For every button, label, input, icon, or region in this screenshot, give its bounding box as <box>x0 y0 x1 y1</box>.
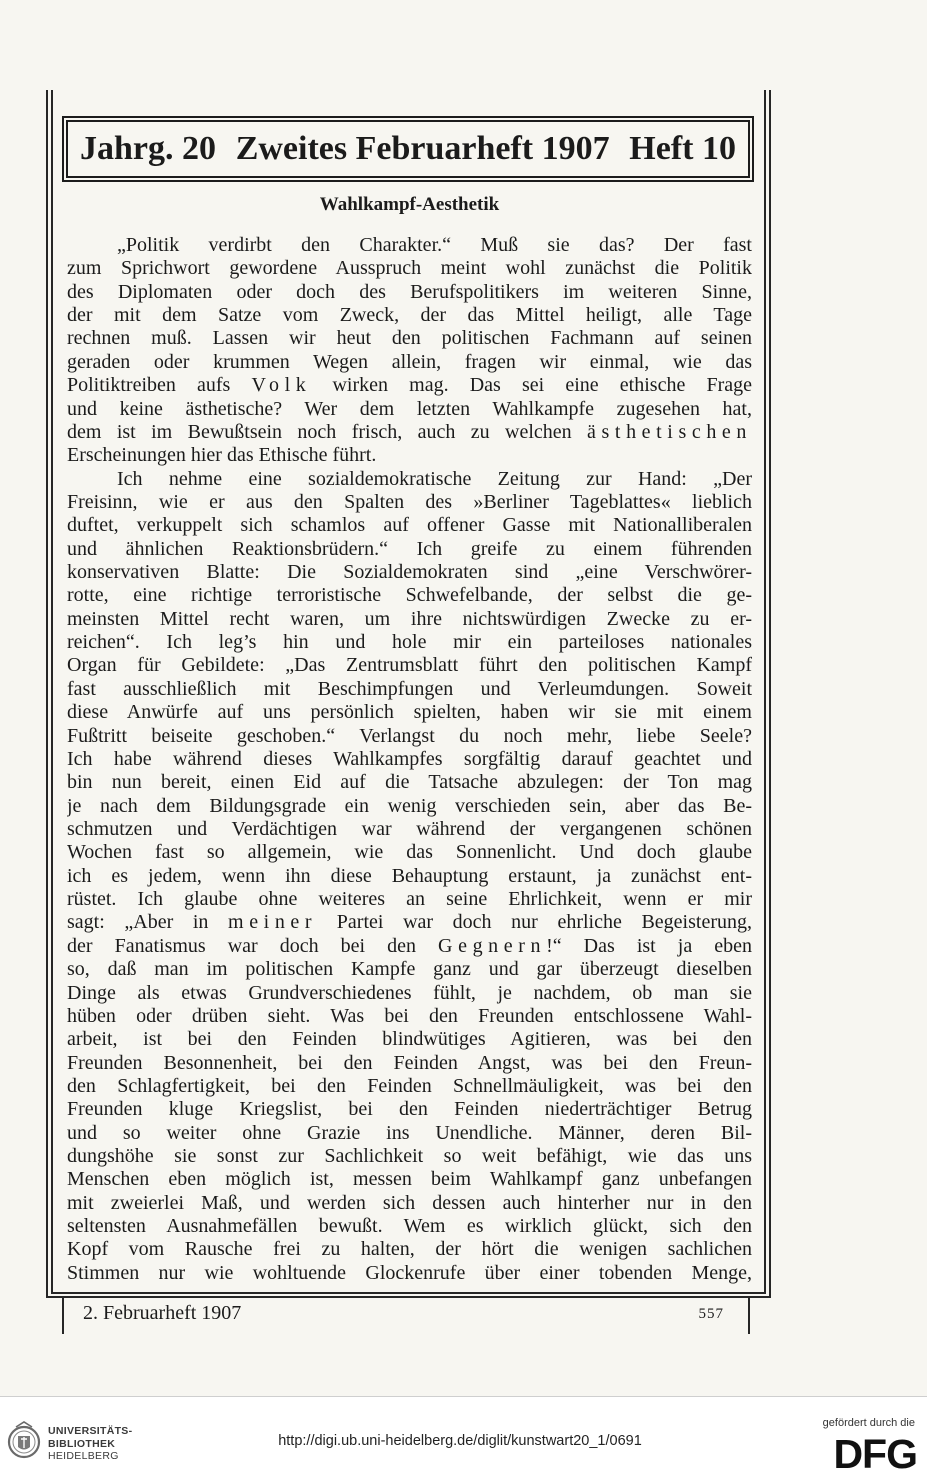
text-line: und so weiter ohne Grazie ins Unendliche. Männer, deren Bil- <box>67 1121 752 1144</box>
text-line: hüben oder drüben sieht. Was bei den Freunden entschlossene Wahl- <box>67 1004 752 1027</box>
text-line: Stimmen nur wie wohltuende Glockenrufe über einer tobenden Menge, <box>67 1261 752 1284</box>
text-line <box>67 911 752 934</box>
text-line: so, daß man im politischen Kampfe ganz und gar überzeugt dieselben <box>67 958 752 981</box>
text-line: seltensten Ausnahmefällen bewußt. Wem es wirklich glückt, sich den <box>67 1215 752 1238</box>
text-line: schmutzen und Verdächtigen war während der vergangenen schönen <box>67 817 752 840</box>
text-segment: wirken mag. Das sei eine ethische Frage <box>311 374 752 397</box>
issue-title: Zweites Februarheft 1907 <box>235 130 610 167</box>
text-line: Ich nehme eine sozialdemokratische Zeitung zur Hand: „Der <box>117 467 752 490</box>
text-line: arbeit, ist bei den Feinden blindwütiges Agitieren, was bei den <box>67 1028 752 1051</box>
text-line: rüstet. Ich glaube ohne weiteres an seine Ehrlichkeit, wenn er mir <box>67 888 752 911</box>
university-seal-icon <box>7 1419 41 1465</box>
text-segment: Partei war doch nur ehrliche Begeisterung, <box>317 911 752 934</box>
text-line: bin nun bereit, einen Eid auf die Tatsache abzulegen: der Ton mag <box>67 771 752 794</box>
text-segment: der Fanatismus war doch bei den <box>67 934 439 957</box>
text-line: mit zweierlei Maß, und werden sich dessen auch hinterher nur in den <box>67 1191 752 1214</box>
running-title: 2. Februarheft 1907 <box>83 1302 242 1324</box>
article-body <box>67 234 752 1286</box>
volume-label: Jahrg. 20 <box>80 130 216 167</box>
library-name-line: HEIDELBERG <box>48 1450 119 1462</box>
text-line <box>67 421 752 444</box>
text-line: Wochen fast so allgemein, wie das Sonnenlicht. Und doch glaube <box>67 841 752 864</box>
article-title: Wahlkampf-Aesthetik <box>319 194 500 215</box>
text-line: konservativen Blatte: Die Sozialdemokraten sind „eine Verschwörer- <box>67 561 752 584</box>
text-line: ich es jedem, wenn ihn diese Behauptung erstaunt, ja zunächst ent- <box>67 864 752 887</box>
text-segment: Politiktreiben aufs <box>67 374 252 397</box>
spaced-emphasis: meiner <box>228 911 318 934</box>
text-line: und keine ästhetische? Wer dem letzten Wahlkampfe zugesehen hat, <box>67 397 752 420</box>
text-line: rechnen muß. Lassen wir heut den politischen Fachmann auf seinen <box>67 327 752 350</box>
spaced-emphasis: ästhetischen <box>587 420 752 443</box>
text-line: dungshöhe sie sonst zur Sachlichkeit so weit befähigt, wie das uns <box>67 1145 752 1168</box>
library-name <box>48 1425 132 1463</box>
text-line: rotte, eine richtige terroristische Schwefelbande, der selbst die ge- <box>67 584 752 607</box>
text-line: Menschen eben möglich ist, messen beim Wahlkampf ganz unbefangen <box>67 1168 752 1191</box>
funding-label: gefördert durch die <box>822 1417 915 1429</box>
spaced-emphasis: Gegnern <box>438 934 547 957</box>
issue-header <box>62 116 754 182</box>
source-url: http://digi.ub.uni-heidelberg.de/diglit/kunstwart20_1/0691 <box>278 1433 642 1449</box>
text-line: Kopf vom Rausche frei zu halten, der hört die wenigen sachlichen <box>67 1238 752 1261</box>
text-segment: dem ist im Bewußtsein noch frisch, auch zu welchen <box>67 420 588 443</box>
text-line: fast ausschließlich mit Beschimpfungen und Verleumdungen. Soweit <box>67 677 752 700</box>
dfg-logo: DFG <box>833 1431 917 1477</box>
text-line: des Diplomaten oder doch des Berufspolitikers im weiteren Sinne, <box>67 280 752 303</box>
text-line <box>67 935 752 958</box>
text-line: duftet, verkuppelt sich schamlos auf offener Gasse mit Nationalliberalen <box>67 514 752 537</box>
text-line: Organ für Gebildete: „Das Zentrumsblatt führt den politischen Kampf <box>67 654 752 677</box>
text-line: geraden oder krummen Wegen allein, fragen wir einmal, wie das <box>67 350 752 373</box>
text-line: diese Anwürfe auf uns persönlich spielten, haben wir sie mit einem <box>67 701 752 724</box>
text-line: reichen“. Ich leg’s hin und hole mir ein parteiloses nationales <box>67 631 752 654</box>
text-line: je nach dem Bildungsgrade ein wenig verschieden sein, aber das Be- <box>67 794 752 817</box>
text-line: und ähnlichen Reaktionsbrüdern.“ Ich greife zu einem führenden <box>67 537 752 560</box>
text-line: den Schlagfertigkeit, bei den Feinden Schnellmäuligkeit, was bei den <box>67 1074 752 1097</box>
library-name-line: BIBLIOTHEK <box>48 1437 116 1450</box>
spaced-emphasis: Volk <box>251 374 312 397</box>
text-segment: sagt: „Aber in <box>67 911 229 934</box>
text-line: Erscheinungen hier das Ethische führt. <box>67 444 377 467</box>
text-line: „Politik verdirbt den Charakter.“ Muß sie das? Der fast <box>117 234 752 256</box>
text-line: Dinge als etwas Grundverschiedenes fühlt, je nachdem, ob man sie <box>67 981 752 1004</box>
text-line: Ich habe während dieses Wahlkampfes sorgfältig darauf geachtet und <box>67 747 752 770</box>
text-line: Freunden kluge Kriegslist, bei den Feinden niederträchtiger Betrug <box>67 1098 752 1121</box>
text-line: Fußtritt beiseite geschoben.“ Verlangst du noch mehr, liebe Seele? <box>67 724 752 747</box>
text-line: zum Sprichwort gewordene Ausspruch meint wohl zunächst die Politik <box>67 257 752 280</box>
issue-number: Heft 10 <box>629 130 736 167</box>
text-line: Freisinn, wie er aus den Spalten des »Berliner Tageblattes« lieblich <box>67 490 752 513</box>
text-segment: !“ Das ist ja eben <box>546 934 752 957</box>
digitization-banner <box>0 1396 927 1478</box>
library-name-line: UNIVERSITÄTS- <box>48 1425 133 1437</box>
page-number: 557 <box>698 1306 724 1322</box>
text-line: meinsten Mittel recht waren, um ihre nichtswürdigen Zwecke zu er- <box>67 607 752 630</box>
text-line: der mit dem Satze vom Zweck, der das Mittel heiligt, alle Tage <box>67 304 752 327</box>
page-footer <box>62 1297 750 1334</box>
text-line: Freunden Besonnenheit, bei den Feinden Angst, was bei den Freun- <box>67 1051 752 1074</box>
text-line <box>67 374 752 397</box>
